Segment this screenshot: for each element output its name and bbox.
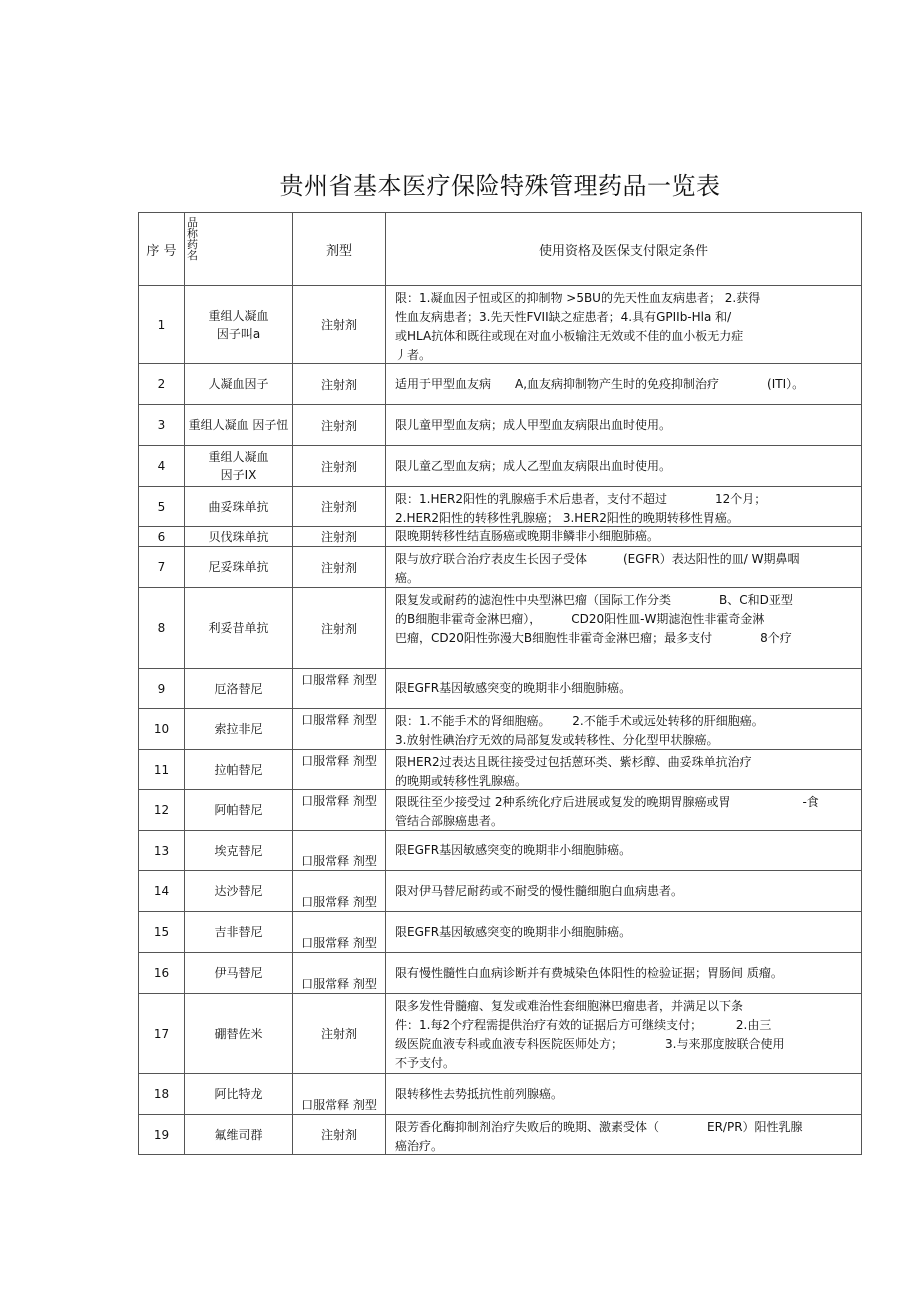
payment-conditions: [386, 790, 862, 831]
header-name-text: 品 称 药 名: [187, 216, 198, 262]
header-no: 序 号: [139, 213, 185, 286]
drug-name: 厄洛替尼: [185, 669, 293, 709]
drug-name: 重组人凝血 因子IX: [185, 446, 293, 487]
conditions-text: 限：1.凝血因子忸或区的抑制物 >5BU的先天性血友病患者； 2.获得 性血友病患者；3.先天性FVII缺之症患者；4.具有GPIIb-Hla 和/ 或HLA抗体和既往或现在对血小板输注无效或不佳的血小板无力症 丿者。: [395, 291, 761, 362]
conditions-text: 限EGFR基因敏感突变的晚期非小细胞肺癌。: [395, 924, 632, 939]
table-row: [139, 709, 862, 750]
row-number: 15: [139, 912, 185, 953]
dosage-form: 注射剂: [293, 1115, 386, 1155]
dosage-form: 注射剂: [293, 286, 386, 364]
row-number: 4: [139, 446, 185, 487]
row-number: 16: [139, 953, 185, 994]
table-row: [139, 669, 862, 709]
drug-name: 利妥昔单抗: [185, 588, 293, 669]
table-row: [139, 953, 862, 994]
drug-name: 尼妥珠单抗: [185, 547, 293, 588]
conditions-text: 限有慢性髓性白血病诊断并有费城染色体阳性的检验证据；胃肠间 质瘤。: [395, 965, 783, 980]
header-form: 剂型: [293, 213, 386, 286]
payment-conditions: [386, 912, 862, 953]
drug-name: 曲妥珠单抗: [185, 487, 293, 527]
drug-name: 人凝血因子: [185, 364, 293, 405]
row-number: 5: [139, 487, 185, 527]
dosage-form: 口服常释 剂型: [293, 953, 386, 994]
dosage-form: 口服常释 剂型: [293, 790, 386, 831]
table-row: [139, 1115, 862, 1155]
conditions-text: 限EGFR基因敏感突变的晚期非小细胞肺癌。: [395, 843, 632, 857]
dosage-form: 注射剂: [293, 405, 386, 446]
row-number: 19: [139, 1115, 185, 1155]
table-row: [139, 286, 862, 364]
drug-name: 重组人凝血 因子忸: [185, 405, 293, 446]
header-name: [185, 213, 293, 286]
table-row: [139, 487, 862, 527]
drug-name: 伊马替尼: [185, 953, 293, 994]
row-number: 12: [139, 790, 185, 831]
row-number: 6: [139, 527, 185, 547]
dosage-form: 口服常释 剂型: [293, 912, 386, 953]
dosage-form: 注射剂: [293, 527, 386, 547]
table-body: [139, 286, 862, 1155]
conditions-text: 限儿童乙型血友病；成人乙型血友病限出血时使用。: [395, 458, 672, 473]
conditions-text: 限：1.HER2阳性的乳腺癌手术后患者，支付不超过 12个月； 2.HER2阳性的转移性乳腺癌； 3.HER2阳性的晚期转移性胃癌。: [395, 492, 767, 525]
conditions-text: 限HER2过表达且既往接受过包括蒽环类、紫杉醇、曲妥珠单抗治疗 的晚期或转移性乳腺癌。: [395, 755, 752, 788]
payment-conditions: [386, 750, 862, 790]
drug-name: 阿比特龙: [185, 1074, 293, 1115]
dosage-form: 口服常释 剂型: [293, 1074, 386, 1115]
table-row: [139, 1074, 862, 1115]
drug-table: [138, 212, 862, 1155]
table-header-row: [139, 213, 862, 286]
row-number: 9: [139, 669, 185, 709]
drug-name: 拉帕替尼: [185, 750, 293, 790]
conditions-text: 限既往至少接受过 2种系统化疗后进展或复发的晚期胃腺癌或胃 -食 管结合部腺癌患者。: [395, 795, 819, 828]
row-number: 2: [139, 364, 185, 405]
row-number: 1: [139, 286, 185, 364]
drug-name: 吉非替尼: [185, 912, 293, 953]
payment-conditions: [386, 1074, 862, 1115]
row-number: 8: [139, 588, 185, 669]
row-number: 17: [139, 994, 185, 1074]
row-number: 18: [139, 1074, 185, 1115]
row-number: 7: [139, 547, 185, 588]
conditions-text: 限儿童甲型血友病；成人甲型血友病限出血时使用。: [395, 417, 672, 432]
table-row: [139, 547, 862, 588]
table-row: [139, 364, 862, 405]
dosage-form: 口服常释 剂型: [293, 831, 386, 871]
dosage-form: 注射剂: [293, 487, 386, 527]
drug-name: 重组人凝血 因子叫a: [185, 286, 293, 364]
drug-name: 阿帕替尼: [185, 790, 293, 831]
drug-name: 达沙替尼: [185, 871, 293, 912]
conditions-text: 限：1.不能手术的肾细胞癌。 2.不能手术或远处转移的肝细胞癌。 3.放射性碘治疗无效的局部复发或转移性、分化型甲状腺癌。: [395, 714, 764, 747]
drug-name: 贝伐珠单抗: [185, 527, 293, 547]
table-row: [139, 790, 862, 831]
row-number: 13: [139, 831, 185, 871]
payment-conditions: [386, 527, 862, 547]
drug-name: 氟维司群: [185, 1115, 293, 1155]
dosage-form: 口服常释 剂型: [293, 871, 386, 912]
drug-name: 硼替佐米: [185, 994, 293, 1074]
conditions-text: 限芳香化酶抑制剂治疗失败后的晚期、激素受体（ ER/PR）阳性乳腺 癌治疗。: [395, 1120, 803, 1153]
dosage-form: 注射剂: [293, 588, 386, 669]
table-row: [139, 912, 862, 953]
header-conditions: 使用资格及医保支付限定条件: [386, 213, 862, 286]
table-row: [139, 527, 862, 547]
conditions-text: 限晚期转移性结直肠癌或晚期非鳞非小细胞肺癌。: [395, 529, 660, 543]
table-row: [139, 588, 862, 669]
payment-conditions: [386, 364, 862, 405]
drug-name: 埃克替尼: [185, 831, 293, 871]
table-row: [139, 446, 862, 487]
payment-conditions: [386, 669, 862, 709]
payment-conditions: [386, 588, 862, 669]
row-number: 10: [139, 709, 185, 750]
payment-conditions: [386, 487, 862, 527]
payment-conditions: [386, 286, 862, 364]
row-number: 14: [139, 871, 185, 912]
conditions-text: 适用于甲型血友病 A,血友病抑制物产生时的免疫抑制治疗 (ITI）。: [395, 376, 805, 391]
row-number: 3: [139, 405, 185, 446]
payment-conditions: [386, 953, 862, 994]
dosage-form: 注射剂: [293, 994, 386, 1074]
payment-conditions: [386, 405, 862, 446]
dosage-form: 口服常释 剂型: [293, 709, 386, 750]
table-row: [139, 994, 862, 1074]
conditions-text: 限转移性去势抵抗性前列腺癌。: [395, 1086, 564, 1101]
table-row: [139, 831, 862, 871]
conditions-text: 限复发或耐药的滤泡性中央型淋巴瘤（国际工作分类 B、C和D亚型 的B细胞非霍奇金淋巴瘤）， CD20阳性皿-W期滤泡性非霍奇金淋 巴瘤，CD20阳性弥漫大B细胞性非霍奇金淋巴瘤；最多支付 8个疗: [395, 593, 793, 645]
conditions-text: 限EGFR基因敏感突变的晚期非小细胞肺癌。: [395, 681, 632, 695]
conditions-text: 限对伊马替尼耐药或不耐受的慢性髓细胞白血病患者。: [395, 883, 684, 898]
dosage-form: 口服常释 剂型: [293, 750, 386, 790]
payment-conditions: [386, 709, 862, 750]
dosage-form: 口服常释 剂型: [293, 669, 386, 709]
dosage-form: 注射剂: [293, 547, 386, 588]
row-number: 11: [139, 750, 185, 790]
payment-conditions: [386, 871, 862, 912]
table-row: [139, 405, 862, 446]
document-title: 贵州省基本医疗保险特殊管理药品一览表: [279, 172, 721, 200]
dosage-form: 注射剂: [293, 364, 386, 405]
payment-conditions: [386, 547, 862, 588]
payment-conditions: [386, 994, 862, 1074]
table-row: [139, 871, 862, 912]
conditions-text: 限多发性骨髓瘤、复发或难治性套细胞淋巴瘤患者，并满足以下条 件：1.每2个疗程需提供治疗有效的证据后方可继续支付； 2.由三 级医院血液专科或血液专科医院医师处方； 3.与来那度胺联合使用 不予支付。: [395, 999, 785, 1070]
payment-conditions: [386, 446, 862, 487]
payment-conditions: [386, 1115, 862, 1155]
dosage-form: 注射剂: [293, 446, 386, 487]
conditions-text: 限与放疗联合治疗表皮生长因子受体 (EGFR）表达阳性的皿/ W期鼻咽 癌。: [395, 552, 800, 585]
drug-name: 索拉非尼: [185, 709, 293, 750]
payment-conditions: [386, 831, 862, 871]
table-row: [139, 750, 862, 790]
